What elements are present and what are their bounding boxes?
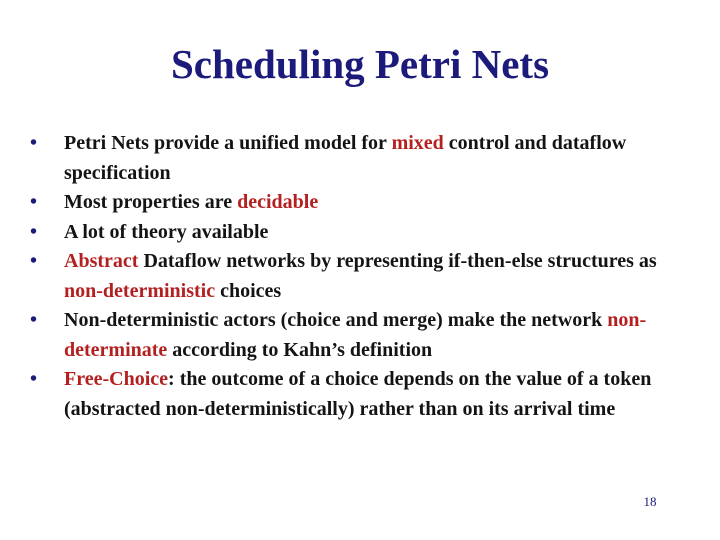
bullet-text: control and dataflow specification xyxy=(64,132,627,184)
bullet-marker: • xyxy=(30,368,38,390)
bullet-item xyxy=(28,129,698,188)
bullet-text: Non-deterministic actors (choice and merge) make the network xyxy=(64,309,608,331)
slide-title: Scheduling Petri Nets xyxy=(170,41,550,87)
bullet-list xyxy=(28,129,698,424)
bullet-item xyxy=(28,365,698,424)
highlighted-term: non-deterministic xyxy=(64,279,216,302)
bullet-marker: • xyxy=(30,250,38,272)
bullet-text: Dataflow networks by representing if-then-else structures as xyxy=(138,250,657,272)
highlighted-term: Abstract xyxy=(64,250,139,272)
bullet-item xyxy=(28,306,698,365)
bullet-item xyxy=(28,218,698,248)
bullet-item xyxy=(28,247,698,306)
bullet-text: : the outcome of a choice depends on the value of a token (abstracted non-deterministically) rather than on its arrival time xyxy=(64,368,652,420)
bullet-text: Most properties are xyxy=(64,191,238,213)
bullet-marker: • xyxy=(30,309,38,331)
bullet-text: A lot of theory available xyxy=(64,220,269,243)
bullet-text: choices xyxy=(215,279,282,302)
bullet-marker: • xyxy=(30,220,38,243)
highlighted-term: Free-Choice xyxy=(64,368,169,390)
bullet-marker: • xyxy=(30,191,38,213)
bullet-text: Petri Nets provide a unified model for xyxy=(64,132,392,154)
highlighted-term: mixed xyxy=(391,132,444,154)
highlighted-term: non-determinate xyxy=(64,309,647,361)
bullet-item xyxy=(28,188,698,218)
highlighted-term: decidable xyxy=(237,191,319,213)
page-number: 18 xyxy=(643,494,657,509)
bullet-marker: • xyxy=(30,132,38,154)
bullet-text: according to Kahn’s definition xyxy=(167,338,433,361)
